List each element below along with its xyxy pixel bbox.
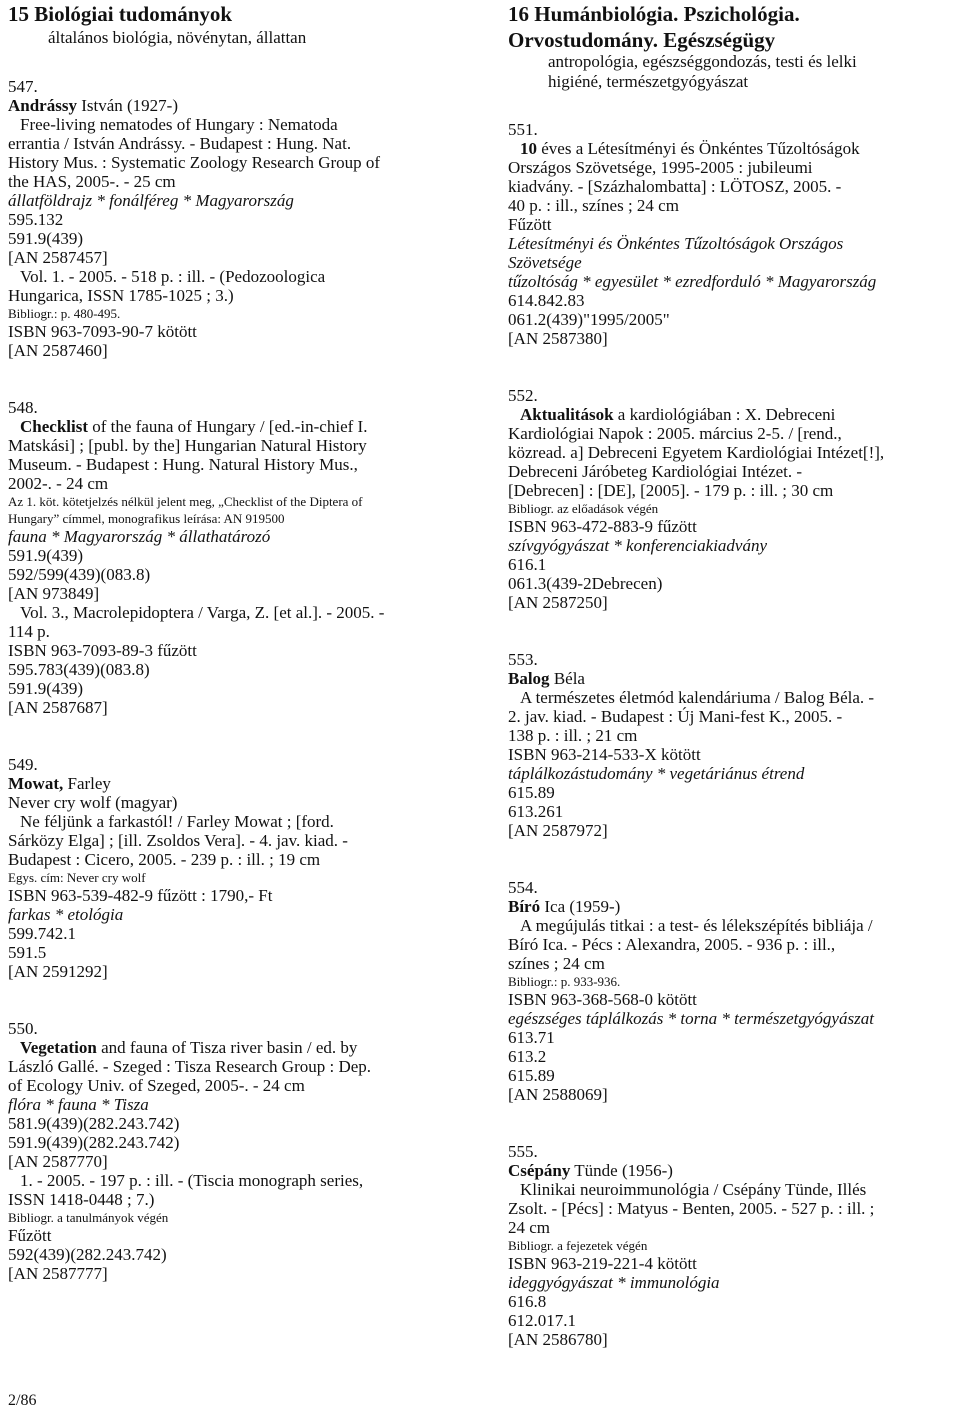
entry-line: Bibliogr. a tanulmányok végén — [8, 1210, 169, 1225]
entry-main-term: Balog — [508, 669, 550, 688]
entry-line: 2002-. - 24 cm — [8, 474, 109, 493]
entry-line: tűzoltóság * egyesület * ezredforduló * Magyarország — [508, 272, 877, 291]
entry-heading-rest: and fauna of Tisza river basin / ed. by — [96, 1038, 358, 1057]
entry-line: 613.2 — [508, 1047, 547, 1066]
entry-line: Létesítményi és Önkéntes Tűzoltóságok Országos — [508, 234, 844, 253]
entry-line: [AN 2587777] — [8, 1264, 108, 1283]
entry-line: 616.1 — [508, 555, 547, 574]
entry-line: [AN 973849] — [8, 584, 100, 603]
entry-heading — [508, 405, 954, 424]
entry-line: Hungary” címmel, monografikus leírása: AN 919500 — [8, 511, 285, 526]
entry-line: ISBN 963-7093-90-7 kötött — [8, 322, 197, 341]
section-title-line-2: Orvostudomány. Egészségügy — [508, 28, 776, 52]
catalog-entry — [8, 1019, 473, 1283]
entry-number: 548. — [8, 398, 38, 417]
entry-line: [AN 2587687] — [8, 698, 108, 717]
entry-line: 616.8 — [508, 1292, 547, 1311]
entry-line: Matskási] ; [publ. by the] Hungarian Natural History — [8, 436, 367, 455]
entry-line: 591.5 — [8, 943, 47, 962]
section-subtitle-line-2: higiéné, természetgyógyászat — [548, 72, 749, 91]
entry-line: Bibliogr. az előadások végén — [508, 501, 659, 516]
entry-line: [AN 2587770] — [8, 1152, 108, 1171]
entry-line: egészséges táplálkozás * torna * természetgyógyászat — [508, 1009, 874, 1028]
entry-line: Budapest : Cicero, 2005. - 239 p. : ill. ; 19 cm — [8, 850, 321, 869]
entry-line: A megújulás titkai : a test- és lélekszépítés bibliája / — [520, 916, 873, 935]
entry-heading — [508, 1161, 954, 1180]
entry-line: 599.742.1 — [8, 924, 76, 943]
entry-line: [AN 2587380] — [508, 329, 608, 348]
catalog-entry — [508, 878, 954, 1104]
entry-heading-rest: of the fauna of Hungary / [ed.-in-chief I. — [88, 417, 368, 436]
entry-number: 549. — [8, 755, 38, 774]
entry-line: 1. - 2005. - 197 p. : ill. - (Tiscia monograph series, — [20, 1171, 364, 1190]
entry-line: 595.132 — [8, 210, 64, 229]
entry-line: 40 p. : ill., színes ; 24 cm — [508, 196, 679, 215]
entry-line: Sárközy Elga] ; [ill. Zsoldos Vera]. - 4. jav. kiad. - — [8, 831, 348, 850]
entry-line: szívgyógyászat * konferenciakiadvány — [508, 536, 768, 555]
entry-line: errantia / István Andrássy. - Budapest : Hung. Nat. — [8, 134, 352, 153]
entry-line: 612.017.1 — [508, 1311, 576, 1330]
entry-line: farkas * etológia — [8, 905, 124, 924]
entry-line: the HAS, 2005-. - 25 cm — [8, 172, 176, 191]
entry-number: 550. — [8, 1019, 38, 1038]
entry-line: táplálkozástudomány * vegetáriánus étrend — [508, 764, 805, 783]
catalog-entry — [508, 120, 954, 348]
entry-line: 615.89 — [508, 783, 555, 802]
entry-line: 061.2(439)"1995/2005" — [508, 310, 670, 329]
entry-line: közread. a] Debreceni Egyetem Kardiológiai Intézet[!], — [508, 443, 885, 462]
entry-line: 591.9(439) — [8, 679, 84, 698]
entry-heading — [8, 774, 473, 793]
entry-line: [AN 2587250] — [508, 593, 608, 612]
entry-line: Vol. 1. - 2005. - 518 p. : ill. - (Pedozoologica — [20, 267, 326, 286]
entry-line: Szövetsége — [508, 253, 582, 272]
catalog-entry — [508, 1142, 954, 1349]
entry-main-term: Bíró — [508, 897, 541, 916]
entry-line: ISBN 963-7093-89-3 fűzött — [8, 641, 197, 660]
entry-line: Bibliogr. a fejezetek végén — [508, 1238, 648, 1253]
entry-main-term: Checklist — [20, 417, 88, 436]
entry-line: kiadvány. - [Százhalombatta] : LÖTOSZ, 2005. - — [508, 177, 842, 196]
entry-main-term: Andrássy — [8, 96, 77, 115]
entry-line: A természetes életmód kalendáriuma / Balog Béla. - — [520, 688, 875, 707]
entry-line: Hungarica, ISSN 1785-1025 ; 3.) — [8, 286, 234, 305]
entry-line: 061.3(439-2Debrecen) — [508, 574, 663, 593]
entry-line: ISSN 1418-0448 ; 7.) — [8, 1190, 155, 1209]
entry-line: Az 1. köt. kötetjelzés nélkül jelent meg, „Checklist of the Diptera of — [8, 494, 363, 509]
entry-main-term: Vegetation — [20, 1038, 97, 1057]
entry-line: History Mus. : Systematic Zoology Research Group of — [8, 153, 381, 172]
entry-heading-rest: Ica (1959-) — [540, 897, 621, 916]
entry-heading-rest: Tünde (1956-) — [570, 1161, 673, 1180]
right-column — [508, 0, 954, 1349]
section-title-line-1: 16 Humánbiológia. Pszichológia. — [508, 2, 800, 26]
section-title: 15 Biológiai tudományok — [8, 2, 233, 26]
entry-line: 114 p. — [8, 622, 50, 641]
entry-line: Debreceni Járóbeteg Kardiológiai Intézet. - — [508, 462, 803, 481]
entry-number: 551. — [508, 120, 538, 139]
entry-line: [AN 2587457] — [8, 248, 108, 267]
entry-heading — [8, 417, 473, 436]
entry-line: [AN 2587460] — [8, 341, 108, 360]
entry-line: [AN 2586780] — [508, 1330, 608, 1349]
entry-line: [AN 2591292] — [8, 962, 108, 981]
entry-line: 592(439)(282.243.742) — [8, 1245, 167, 1264]
entry-line: [AN 2587972] — [508, 821, 608, 840]
entry-heading-rest: a kardiológiában : X. Debreceni — [613, 405, 836, 424]
entry-heading — [508, 669, 954, 688]
entry-line: 24 cm — [508, 1218, 551, 1237]
entry-line: színes ; 24 cm — [508, 954, 605, 973]
entry-line: Free-living nematodes of Hungary : Nematoda — [20, 115, 338, 134]
catalog-entry — [8, 77, 473, 360]
entry-main-term: Csépány — [508, 1161, 571, 1180]
entry-number: 554. — [508, 878, 538, 897]
entry-line: 595.783(439)(083.8) — [8, 660, 150, 679]
entry-line: 613.71 — [508, 1028, 555, 1047]
entry-line: 591.9(439) — [8, 546, 84, 565]
entry-line: Vol. 3., Macrolepidoptera / Varga, Z. [et al.]. - 2005. - — [20, 603, 385, 622]
entry-line: ISBN 963-214-533-X kötött — [508, 745, 701, 764]
entry-line: Fűzött — [8, 1226, 52, 1245]
entry-line: flóra * fauna * Tisza — [8, 1095, 149, 1114]
entry-line: Never cry wolf (magyar) — [8, 793, 178, 812]
entry-line: fauna * Magyarország * állathatározó — [8, 527, 271, 546]
entry-heading — [508, 139, 954, 158]
entry-line: 614.842.83 — [508, 291, 585, 310]
entry-line: 615.89 — [508, 1066, 555, 1085]
entry-main-term: Aktualitások — [520, 405, 614, 424]
entry-main-term: Mowat, — [8, 774, 64, 793]
entry-number: 547. — [8, 77, 38, 96]
entry-heading — [8, 96, 473, 115]
entry-line: 592/599(439)(083.8) — [8, 565, 151, 584]
entry-line: Museum. - Budapest : Hung. Natural History Mus., — [8, 455, 358, 474]
entry-number: 553. — [508, 650, 538, 669]
entry-line: Bíró Ica. - Pécs : Alexandra, 2005. - 936 p. : ill., — [508, 935, 836, 954]
section-subtitle: általános biológia, növénytan, állattan — [48, 28, 307, 47]
entry-number: 555. — [508, 1142, 538, 1161]
entry-line: 591.9(439) — [8, 229, 84, 248]
entry-heading — [8, 1038, 473, 1057]
entry-line: László Gallé. - Szeged : Tisza Research Group : Dep. — [8, 1057, 372, 1076]
entry-heading — [508, 897, 954, 916]
entry-heading-rest: éves a Létesítményi és Önkéntes Tűzoltóságok — [537, 139, 860, 158]
entry-line: Bibliogr.: p. 933-936. — [508, 974, 621, 989]
entry-main-term: 10 — [520, 139, 537, 158]
entry-line: [Debrecen] : [DE], [2005]. - 179 p. : ill. ; 30 cm — [508, 481, 834, 500]
entry-line: Klinikai neuroimmunológia / Csépány Tünde, Illés — [520, 1180, 867, 1199]
left-column — [8, 0, 473, 1283]
entry-line: Ne féljünk a farkastól! / Farley Mowat ; [ford. — [20, 812, 334, 831]
entry-heading-rest: István (1927-) — [76, 96, 178, 115]
catalog-entry — [8, 755, 473, 981]
entry-line: ISBN 963-368-568-0 kötött — [508, 990, 697, 1009]
entry-line: 2. jav. kiad. - Budapest : Új Mani-fest K., 2005. - — [508, 707, 843, 726]
entry-line: ideggyógyászat * immunológia — [508, 1273, 720, 1292]
entry-line: ISBN 963-219-221-4 kötött — [508, 1254, 697, 1273]
entry-line: ISBN 963-539-482-9 fűzött : 1790,- Ft — [8, 886, 273, 905]
entry-line: [AN 2588069] — [508, 1085, 608, 1104]
entry-line: Kardiológiai Napok : 2005. március 2-5. / [rend., — [508, 424, 842, 443]
entry-line: Zsolt. - [Pécs] : Matyus - Benten, 2005. - 527 p. : ill. ; — [508, 1199, 875, 1218]
entry-heading-rest: Farley — [63, 774, 111, 793]
catalog-entry — [8, 398, 473, 717]
entry-line: Bibliogr.: p. 480-495. — [8, 306, 121, 321]
entry-line: 613.261 — [508, 802, 564, 821]
section-subtitle-line-1: antropológia, egészséggondozás, testi és lelki — [548, 52, 857, 71]
entry-line: Fűzött — [508, 215, 552, 234]
catalog-entry — [508, 386, 954, 612]
page-number: 2/86 — [8, 1392, 37, 1409]
entry-line: Egys. cím: Never cry wolf — [8, 870, 146, 885]
entry-line: Országos Szövetsége, 1995-2005 : jubileumi — [508, 158, 813, 177]
catalog-entry — [508, 650, 954, 840]
entry-list — [8, 77, 473, 1283]
entry-line: állatföldrajz * fonálféreg * Magyarország — [8, 191, 294, 210]
entry-line: ISBN 963-472-883-9 fűzött — [508, 517, 697, 536]
entry-number: 552. — [508, 386, 538, 405]
entry-line: of Ecology Univ. of Szeged, 2005-. - 24 cm — [8, 1076, 305, 1095]
entry-heading-rest: Béla — [549, 669, 585, 688]
entry-line: 581.9(439)(282.243.742) — [8, 1114, 180, 1133]
entry-line: 591.9(439)(282.243.742) — [8, 1133, 180, 1152]
entry-line: 138 p. : ill. ; 21 cm — [508, 726, 638, 745]
entry-list — [508, 120, 954, 1349]
